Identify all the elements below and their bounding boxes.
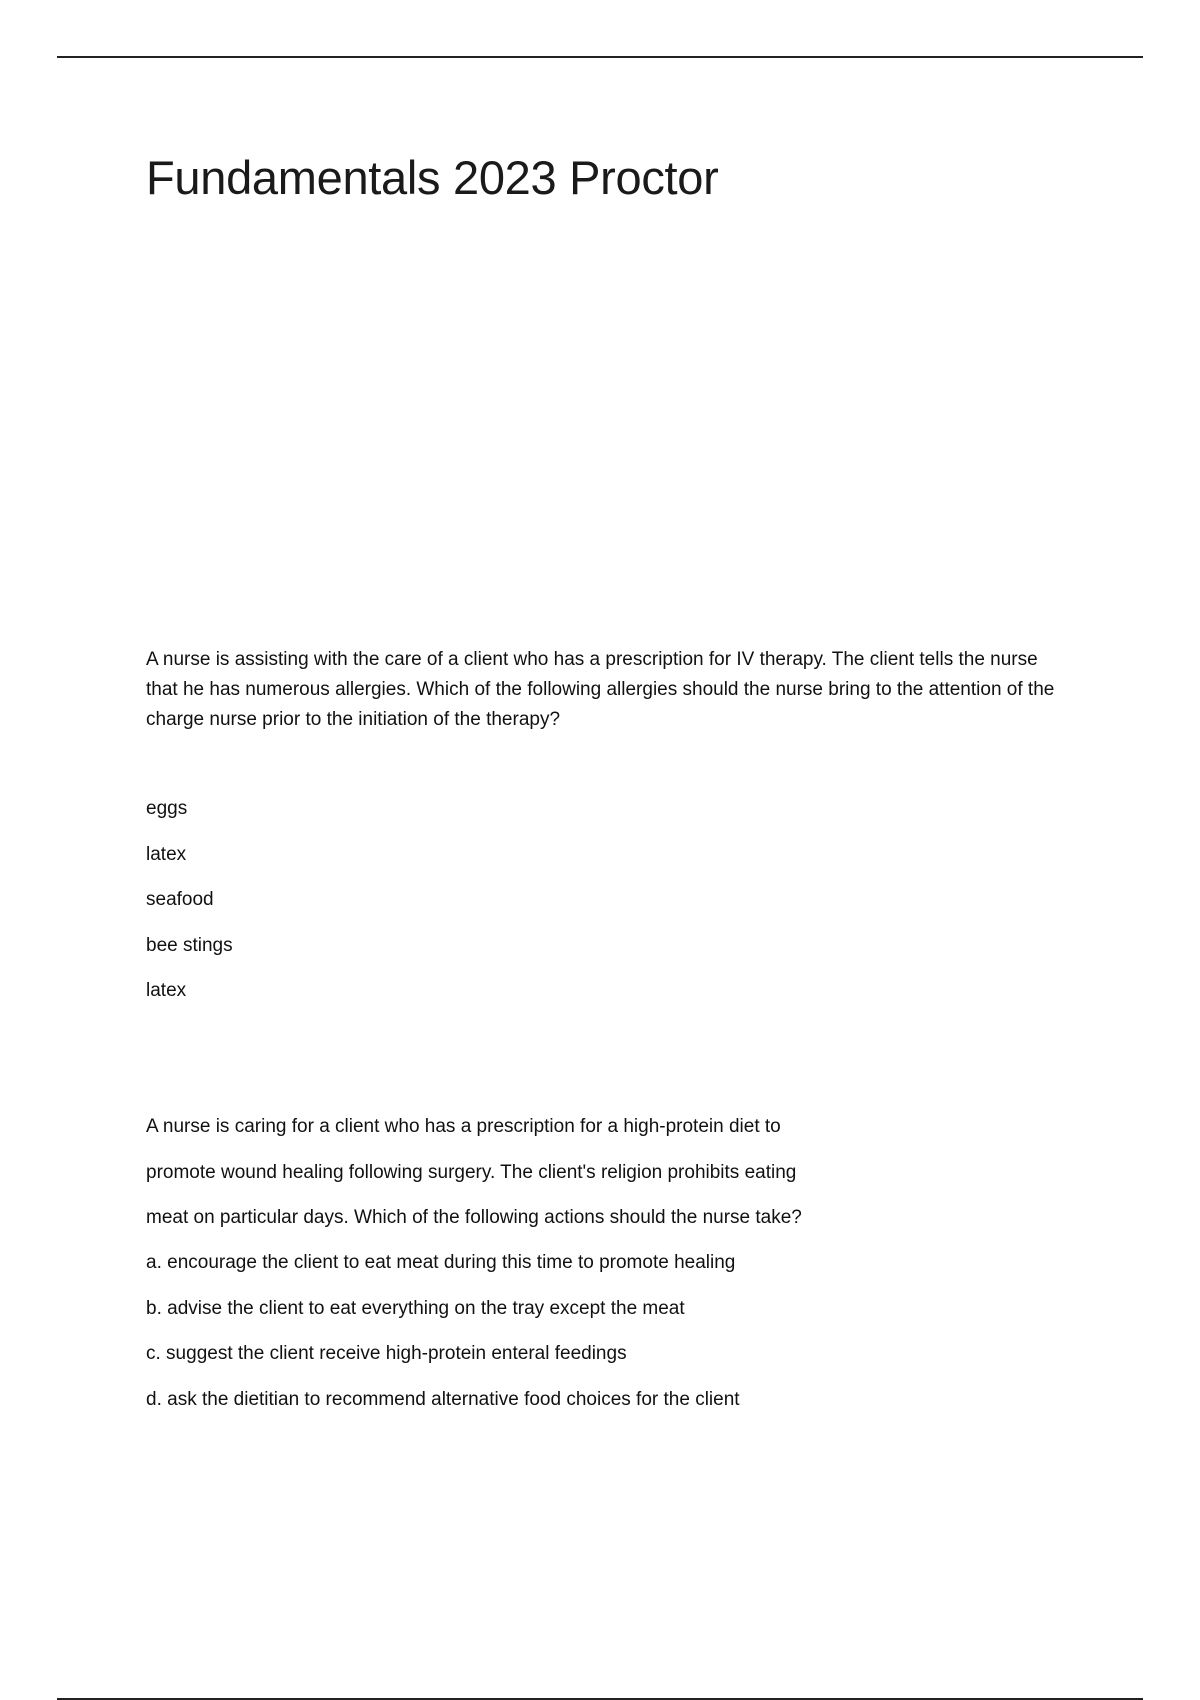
question-2-option: b. advise the client to eat everything on the tray except the meat <box>146 1297 685 1319</box>
question-2-text-line: A nurse is caring for a client who has a prescription for a high-protein diet to <box>146 1116 781 1137</box>
question-1-option: bee stings <box>146 934 233 956</box>
question-2-options <box>146 1252 740 1434</box>
question-1-text: A nurse is assisting with the care of a client who has a prescription for IV therapy. The client tells the nurse that he has numerous allergies. Which of the following allergies should the nurse bring to the attention of the charge nurse prior to the initiation of the therapy? <box>146 649 1055 730</box>
question-2-option: a. encourage the client to eat meat during this time to promote healing <box>146 1252 736 1273</box>
question-2-text <box>146 1116 802 1253</box>
question-1-option: latex <box>146 980 187 1001</box>
question-2-option: d. ask the dietitian to recommend alternative food choices for the client <box>146 1388 740 1410</box>
question-1-option: seafood <box>146 889 214 910</box>
top-divider <box>57 56 1143 58</box>
question-2-text-line: promote wound healing following surgery. The client's religion prohibits eating <box>146 1161 797 1183</box>
question-1-option: latex <box>146 843 187 865</box>
question-1-option: eggs <box>146 798 188 819</box>
question-1-options <box>146 798 233 1026</box>
question-2-option: c. suggest the client receive high-protein enteral feedings <box>146 1343 627 1364</box>
document-title: Fundamentals 2023 Proctor <box>146 151 719 204</box>
question-2-text-line: meat on particular days. Which of the following actions should the nurse take? <box>146 1207 802 1228</box>
